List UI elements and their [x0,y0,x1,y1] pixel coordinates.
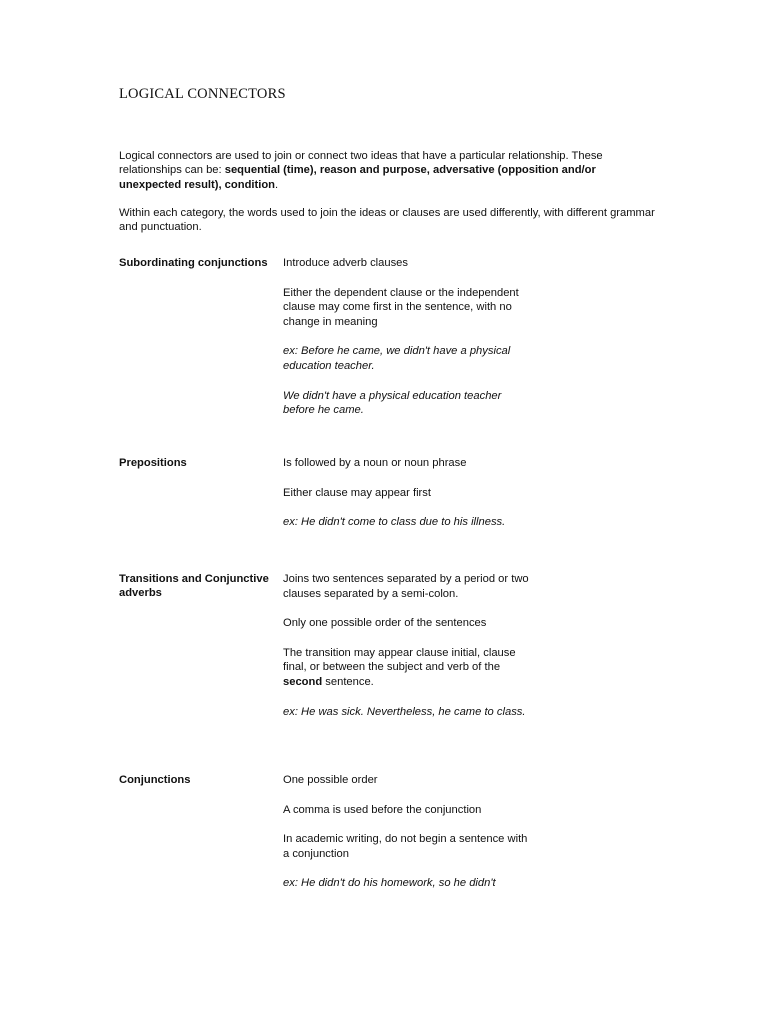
term-notes [283,773,533,906]
example-note: We didn't have a physical education teacher before he came. [283,389,502,417]
note: Only one possible order of the sentences [283,617,487,630]
term-notes [283,456,533,545]
term-label: Subordinating conjunctions [119,257,268,269]
example-note: ex: He was sick. Nevertheless, he came to class. [283,705,526,718]
intro-relationship-list: sequential (time), reason and purpose, adversative (opposition and/or unexpected result), condition [119,164,596,191]
note: In academic writing, do not begin a sentence with a conjunction [283,833,528,860]
example-note: ex: Before he came, we didn't have a physical education teacher. [283,345,511,372]
document-title: LOGICAL CONNECTORS [119,86,286,102]
term-label: Conjunctions [119,774,191,786]
note: A comma is used before the conjunction [283,803,482,816]
note: Is followed by a noun or noun phrase [283,457,467,469]
note-emphasis: second [283,675,323,688]
intro-paragraph [119,149,659,192]
note [283,646,533,690]
term-label: Prepositions [119,457,187,469]
example-note: ex: He didn't come to class due to his illness. [283,516,506,529]
term-label: Transitions and Conjunctive adverbs [119,573,269,599]
intro-period: . [275,178,279,191]
note: Either the dependent clause or the independent clause may come first in the sentence, with no change in meaning [283,286,519,328]
term-notes [283,572,533,734]
note: Either clause may appear first [283,486,431,499]
note: Introduce adverb clauses [283,257,409,269]
term-notes [283,256,533,433]
note: One possible order [283,774,378,786]
note-text: sentence. [322,675,374,688]
intro-text: Logical connectors are used to join or connect two ideas that have a particular relationship. These relationships can be: [119,150,603,177]
note: Joins two sentences separated by a period or two clauses separated by a semi-colon. [283,573,529,600]
category-paragraph: Within each category, the words used to join the ideas or clauses are used differently, with different grammar and punctuation. [119,207,655,234]
note-text: The transition may appear clause initial, clause final, or between the subject and verb of the [283,646,516,674]
example-note: ex: He didn't do his homework, so he didn't [283,877,496,890]
